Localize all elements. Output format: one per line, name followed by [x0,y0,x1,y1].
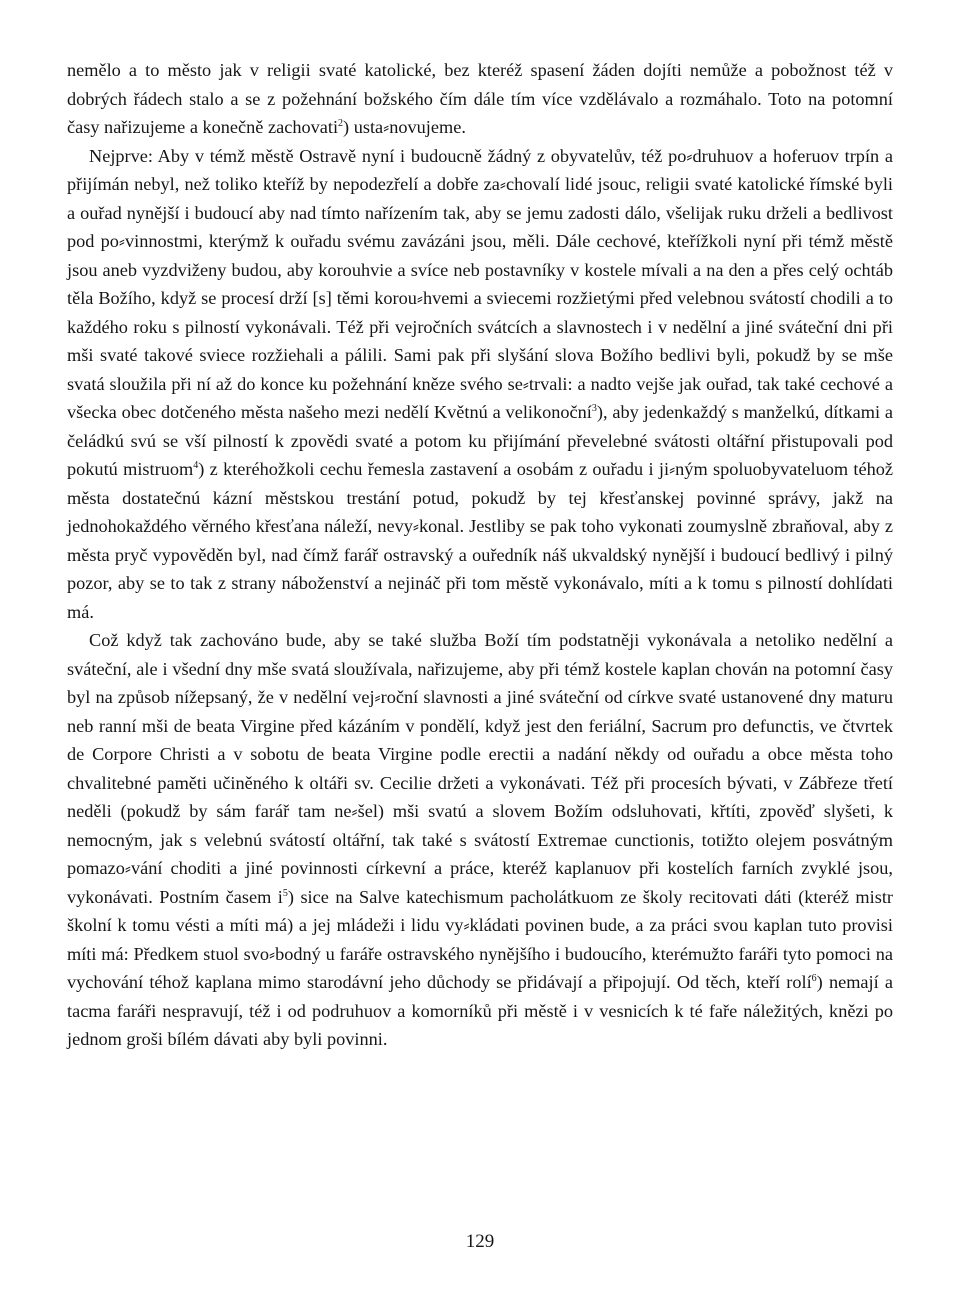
paragraph-text: nemělo a to město jak v religii svaté katolické, bez kteréž spasení žáden dojíti nemůže a pobožnost též v dobrých řádech stalo a se z požehnání božského čím dále tím více vzdělávalo a rozmáhalo. Toto na potomní časy nařizujeme a konečně zachovati [67,60,893,137]
footnote-marker: 2 [338,118,344,129]
footnote-marker: 3 [591,403,597,414]
footnote-marker: 4 [193,460,199,471]
paragraph-text: ) z kteréhožkoli cechu řemesla zastavení a osobám z ouřadu i ji⸗ným spoluobyvateluom téhož města dostatečnú kázní městskou trestání potud, pokudž by tej křesťanskej povinné správy, jakž na jednohokaždého věrného křesťana náleží, nevy⸗konal. Jestliby se pak toho vykonati zoumyslně zbraňoval, aby z města pryč vypověděn byl, nad čímž farář ostravský a ouředník náš ukvaldský nynější i budoucí bedlivý i pilný pozor, aby se to tak z strany náboženství a nejináč při tom městě vykonávalo, míti a k tomu s pilností dohlídati má. [67,459,893,622]
footnote-marker: 5 [282,887,288,899]
paragraph-text: ) sice na Salve katechismum pacholátkuom ze školy recitovati dáti (kteréž mistr školní k tomu vésti a míti má) a jej mládeži i lidu vy⸗kládati povinen bude, a za práci svou kaplan tuto provisi míti má: Předkem stuol svo⸗bodný u faráře ostravského nynějšího i budoucího, kterémužto faráři tyto pomoci na vychování téhož kaplana mimo starodávní jeho důchody se přidávají a připojují. Od těch, kteří rolí [67,886,893,992]
paragraph-text: ) usta⸗novujeme. [343,117,466,137]
paragraph-text: Nejprve: Aby v témž městě Ostravě nyní i budoucně žádný z obyvatelův, též po⸗druhuov a hoferuov trpín a přijímán nebyl, než toliko kteříž by nepodezřelí a dobře za⸗chovalí lidé jsouc, religii svaté katolické římské byli a ouřad nynější i budoucí aby nad tímto nařízením tak, aby se jemu zadosti dálo, všelijak ruku drželi a bedlivost pod po⸗vinnostmi, kterýmž k ouřadu svému zavázáni jsou, měli. Dále cechové, kteřížkoli nyní při témž městě jsou aneb vyzdviženy budou, aby korouhvie a svíce neb postavníky v kostele mívali a na den a přes celý ochtáb těla Božího, když se procesí drží [s] těmi korou⸗hvemi a sviecemi rozžietými před velebnou svátostí chodili a to každého roku s pilností vykonávali. Též při vejročních svátcích a slavnostech i v nedělní a jiné sváteční dni při mši svaté takové sviece rozžiehali a pálili. Sami pak při slyšání slova Božího bedlivi byli, pokudž by se mše svatá sloužila při ní až do konce ku požehnání kněze svého se⸗trvali: a nadto vejše jak ouřad, tak také cechové a všecka obec dotčeného města našeho mezi nedělí Květnú a velikonoční [67,145,893,422]
footnote-marker: 6 [811,973,817,984]
document-body [67,56,893,1054]
paragraph-3 [67,626,893,1054]
paragraph-1 [67,56,893,142]
paragraph-text: ) nemají a tacma faráři nespravují, též i od podruhuov a komorníků při městě i v vesnicích k té faře náležitých, knězi po jednom groši bílém dávati aby byli povinni. [67,972,893,1049]
paragraph-2 [67,142,893,627]
paragraph-text: ), aby jedenkaždý s manželkú, dítkami a čeládkú svú se vší pilností k zpovědi svaté a potom ku přijímání převelebné svátosti oltářní přistupovali pod pokutú mistruom [67,402,893,479]
page-number: 129 [465,1231,495,1252]
paragraph-text: Což když tak zachováno bude, aby se také služba Boží tím podstatněji vykonávala a netoliko nedělní a sváteční, ale i všední dny mše svatá sloužívala, nařizujeme, aby při témž kostele kaplan chován na potomní časy byl na způsob nížepsaný, že v nedělní vej⸗roční slavnosti a jiné sváteční od církve svaté ustanovené dny maturu neb ranní mši de beata Virgine před kázáním v pondělí, když jest den feriální, Sacrum pro defunctis, ve čtvrtek de Corpore Christi a v sobotu de beata Virgine podle erectii a nadání někdy od ouřadu a obce města toho chvalitebné paměti učiněného k oltáři sv. Cecilie držeti a vykonávati. Též při procesích bývati, v Zábřeze třetí neděli (pokudž by sám farář tam ne⸗šel) mši svatú a slovem Božím odsluhovati, křtíti, zpověď slyšeti, k nemocným, jak s velebnú svátostí oltářní, tak také s svátostí Extremae cunctionis, totižto olejem posvátným pomazo⸗vání choditi a jiné povinnosti církevní a práce, kteréž kaplanuov při kostelích farních zvyklé jsou, vykonávati. Postním časem i [67,630,893,907]
